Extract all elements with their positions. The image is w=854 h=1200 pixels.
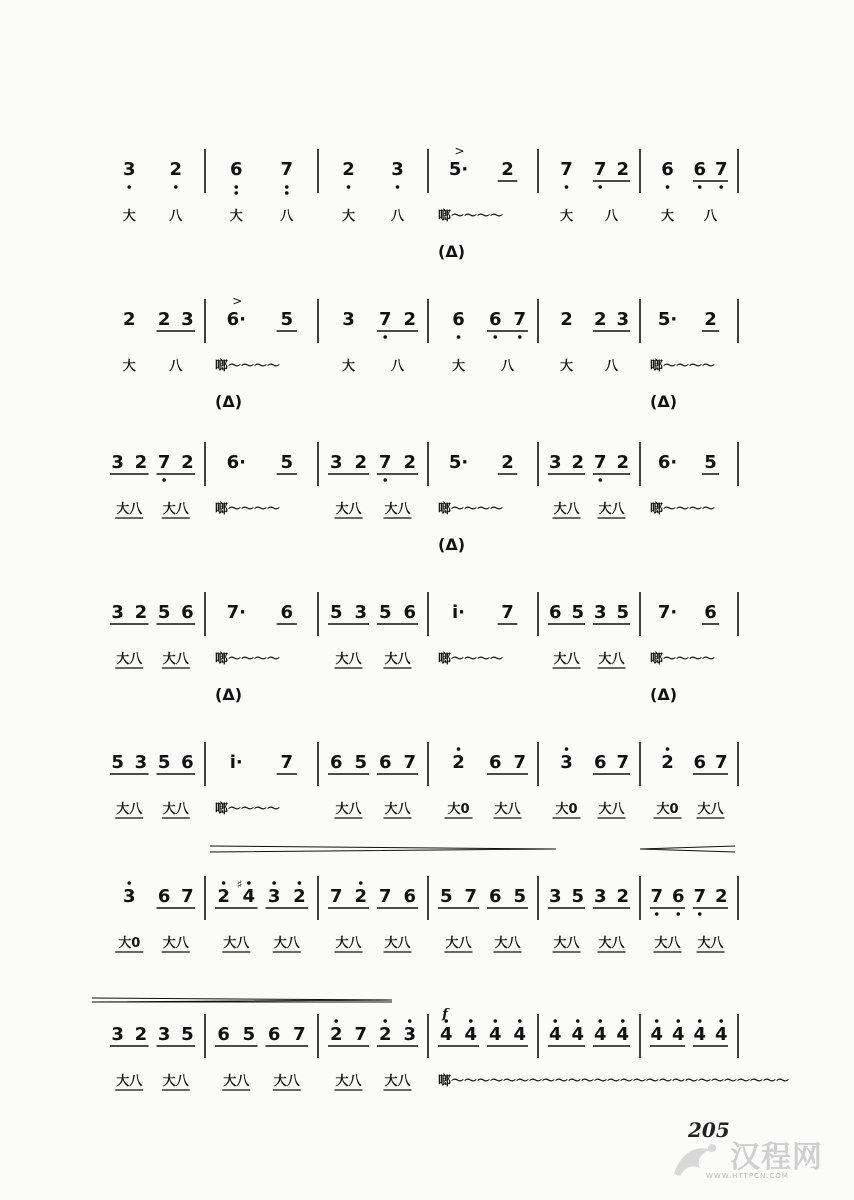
- octave-dot-below: [676, 912, 680, 916]
- octave-dot-below: [655, 912, 659, 916]
- octave-dot-below: [598, 185, 602, 189]
- lyric: 大八: [116, 652, 143, 667]
- note: 7: [650, 886, 664, 907]
- note: 2: [354, 886, 368, 907]
- lyric: 大八: [335, 802, 362, 817]
- note: 7·: [657, 602, 678, 623]
- note: 4: [693, 1024, 707, 1045]
- lyric: 啷～～～～: [438, 502, 504, 517]
- note: 3: [403, 1024, 417, 1045]
- note: 4: [714, 1024, 728, 1045]
- lyric: 大: [122, 359, 136, 374]
- octave-dot-below: [666, 185, 670, 189]
- note: 7: [464, 886, 478, 907]
- octave-dot-above: [676, 1019, 680, 1023]
- note: 2: [122, 309, 136, 330]
- note: 5: [280, 452, 294, 473]
- octave-dot-below: [518, 335, 522, 339]
- octave-dot-below: [719, 185, 723, 189]
- lyric: 啷～～～～: [438, 652, 504, 667]
- delta-mark: (Δ): [438, 242, 466, 261]
- lyric: 大八: [598, 936, 625, 951]
- note: 7: [513, 309, 527, 330]
- note: 7: [293, 1024, 306, 1045]
- lyric: 大八: [162, 502, 189, 517]
- note: 6: [181, 602, 194, 623]
- lyric: 大八: [273, 1074, 300, 1089]
- note: 2: [661, 752, 674, 773]
- note: 5: [280, 309, 294, 330]
- lyric: 八: [390, 359, 405, 374]
- note: 5: [616, 602, 630, 623]
- octave-dot-below: [383, 335, 387, 339]
- note: i·: [451, 602, 466, 623]
- lyric: 大八: [598, 652, 625, 667]
- octave-dot-below: [698, 185, 702, 189]
- octave-dot-above: [666, 747, 670, 751]
- dynamic-forte: f: [442, 1007, 448, 1022]
- note: 4: [242, 886, 256, 907]
- octave-dot-above: [565, 747, 569, 751]
- lyric: 大八: [162, 652, 189, 667]
- note: 2: [501, 159, 514, 180]
- delta-mark: (Δ): [650, 685, 678, 704]
- note: 6: [693, 752, 707, 773]
- note: 4: [488, 1024, 502, 1045]
- note: 4: [671, 1024, 685, 1045]
- lyric: 八: [604, 209, 619, 224]
- note: 2: [403, 309, 417, 330]
- note: 6: [661, 159, 674, 180]
- note: 7: [714, 159, 728, 180]
- note: 5·: [657, 309, 678, 330]
- lyric: 大八: [598, 802, 625, 817]
- lyric: 八: [703, 209, 718, 224]
- note: 2: [714, 886, 728, 907]
- lyric: 大八: [553, 936, 580, 951]
- note: 2: [403, 452, 417, 473]
- note: 6: [267, 1024, 281, 1045]
- lyric: 啷～～～～: [650, 652, 716, 667]
- note: 7: [714, 752, 728, 773]
- note: 7: [616, 752, 630, 773]
- note: 6: [329, 752, 343, 773]
- note: 2: [134, 452, 148, 473]
- note: 7: [403, 752, 417, 773]
- octave-dot-below: [493, 335, 497, 339]
- note: i·: [229, 752, 243, 773]
- lyric: 大: [451, 359, 466, 374]
- octave-dot-below: [347, 185, 351, 189]
- note: 3: [111, 452, 124, 473]
- lyric: 大八: [223, 1074, 250, 1089]
- note: 7: [329, 886, 343, 907]
- octave-dot-above: [408, 1019, 412, 1023]
- octave-dot-below: [698, 912, 702, 916]
- lyric: 大: [341, 209, 356, 224]
- note: 2: [157, 309, 171, 330]
- note: 4: [464, 1024, 478, 1045]
- octave-dot-above: [469, 1019, 473, 1023]
- note: 2: [329, 1024, 343, 1045]
- note: 6: [548, 602, 562, 623]
- octave-dot-above: [383, 1019, 387, 1023]
- note: 6: [452, 309, 465, 330]
- note: 2: [169, 159, 183, 180]
- sharp-mark: ♯: [236, 878, 243, 891]
- octave-dot-above: [272, 881, 276, 885]
- octave-dot-above: [621, 1019, 625, 1023]
- note: 6: [403, 886, 417, 907]
- lyric: 八: [604, 359, 619, 374]
- lyric: 八: [280, 209, 294, 224]
- note: 3: [354, 602, 368, 623]
- note: 4: [571, 1024, 585, 1045]
- octave-dot-above: [598, 1019, 602, 1023]
- lyric: 大0: [656, 802, 679, 817]
- note: 3: [548, 886, 562, 907]
- lyric: 啷～～～～: [215, 359, 281, 374]
- note: 7: [501, 602, 514, 623]
- accent-mark: >: [232, 294, 243, 308]
- note: 4: [650, 1024, 664, 1045]
- accent-mark: >: [454, 144, 465, 158]
- note: 3: [181, 309, 194, 330]
- lyric: 大0: [118, 936, 141, 951]
- octave-dot-above: [359, 881, 363, 885]
- note: 2: [571, 452, 585, 473]
- note: 7: [513, 752, 527, 773]
- decrescendo-hairpin: [640, 846, 735, 852]
- lyric: 大0: [555, 802, 578, 817]
- note: 6: [488, 752, 502, 773]
- note: 5: [571, 602, 585, 623]
- octave-dot-below: [234, 185, 238, 189]
- note: 3: [560, 752, 573, 773]
- lyric: 大0: [447, 802, 470, 817]
- note: 2: [704, 309, 717, 330]
- octave-dot-above: [518, 1019, 522, 1023]
- note: 4: [593, 1024, 607, 1045]
- note: 6·: [226, 452, 246, 473]
- note: 2: [593, 309, 607, 330]
- lyric: 啷～～～～: [650, 502, 716, 517]
- note: 2: [217, 886, 230, 907]
- note: 3: [593, 886, 607, 907]
- note: 2: [560, 309, 573, 330]
- octave-dot-above: [298, 881, 302, 885]
- note: 2: [501, 452, 514, 473]
- lyric: 大八: [335, 652, 362, 667]
- lyric: 大八: [445, 936, 472, 951]
- lyric: 八: [500, 359, 515, 374]
- note: 2: [134, 1024, 148, 1045]
- note: 3: [329, 452, 343, 473]
- lyric: 大八: [654, 936, 681, 951]
- page-number: 205: [688, 1118, 730, 1142]
- note: 6: [280, 602, 294, 623]
- note: 6: [693, 159, 707, 180]
- lyric: 大: [229, 209, 243, 224]
- octave-dot-below: [285, 191, 289, 195]
- lyric: 大八: [384, 802, 411, 817]
- note: 7: [378, 886, 392, 907]
- note: 7: [157, 452, 171, 473]
- lyric: 大八: [162, 1074, 189, 1089]
- lyric: 大八: [116, 502, 143, 517]
- note: 5: [704, 452, 717, 473]
- note: 7: [693, 886, 707, 907]
- note: 6·: [226, 309, 246, 330]
- note: 7·: [226, 602, 246, 623]
- note: 3: [111, 602, 124, 623]
- note: 3: [267, 886, 281, 907]
- lyric: 大八: [697, 802, 724, 817]
- note: 6: [403, 602, 417, 623]
- note: 2: [616, 452, 630, 473]
- note: 3: [593, 602, 607, 623]
- lyric: 大八: [273, 936, 300, 951]
- octave-dot-below: [565, 185, 569, 189]
- octave-dot-below: [383, 478, 387, 482]
- delta-mark: (Δ): [438, 535, 466, 554]
- lyric: 啷～～～～: [215, 652, 281, 667]
- lyric: 大八: [335, 502, 362, 517]
- note: 2: [354, 452, 368, 473]
- note: 5: [329, 602, 343, 623]
- lyric: 大八: [553, 652, 580, 667]
- note: 4: [439, 1024, 453, 1045]
- note: 7: [280, 159, 294, 180]
- octave-dot-above: [493, 1019, 497, 1023]
- note: 7: [378, 309, 392, 330]
- note: 7: [280, 752, 294, 773]
- octave-dot-below: [396, 185, 400, 189]
- lyric: 大八: [384, 1074, 411, 1089]
- note: 3: [342, 309, 355, 330]
- lyric: 大: [559, 209, 574, 224]
- note: 4: [548, 1024, 562, 1045]
- octave-dot-above: [222, 881, 226, 885]
- note: 6: [488, 309, 502, 330]
- note: 5: [378, 602, 392, 623]
- lyric: 大八: [116, 802, 143, 817]
- note: 2: [293, 886, 306, 907]
- delta-mark: (Δ): [215, 392, 243, 411]
- note: 6: [181, 752, 194, 773]
- crescendo-hairpin: [210, 846, 556, 852]
- note: 2: [616, 159, 630, 180]
- octave-dot-below: [127, 185, 131, 189]
- lyric: 啷～～～～: [650, 359, 716, 374]
- octave-dot-below: [234, 191, 238, 195]
- note: 6: [593, 752, 607, 773]
- note: 2: [452, 752, 465, 773]
- note: 3: [111, 1024, 124, 1045]
- note: 5: [181, 1024, 194, 1045]
- note: 4: [513, 1024, 527, 1045]
- note: 3: [391, 159, 404, 180]
- note: 5·: [448, 159, 469, 180]
- lyric: 大八: [384, 652, 411, 667]
- octave-dot-below: [162, 478, 166, 482]
- lyric: 大: [122, 209, 136, 224]
- lyric: 大八: [162, 936, 189, 951]
- lyric: 大八: [494, 936, 521, 951]
- lyric: 大八: [384, 502, 411, 517]
- note: 3: [122, 159, 136, 180]
- lyric: 大八: [162, 802, 189, 817]
- lyric: 大八: [335, 1074, 362, 1089]
- lyric: 大八: [384, 936, 411, 951]
- octave-dot-above: [655, 1019, 659, 1023]
- note: 5: [157, 602, 171, 623]
- note: 3: [134, 752, 148, 773]
- note: 2: [342, 159, 355, 180]
- octave-dot-below: [457, 335, 461, 339]
- note: 7: [354, 1024, 368, 1045]
- decrescendo-hairpin: [92, 998, 392, 1002]
- lyric: 大: [559, 359, 574, 374]
- note: 7: [181, 886, 194, 907]
- note: 3: [122, 886, 136, 907]
- lyric: 啷～～～～: [215, 802, 281, 817]
- note: 6·: [657, 452, 678, 473]
- octave-dot-above: [457, 747, 461, 751]
- lyric: 啷～～～～: [438, 209, 504, 224]
- octave-dot-above: [719, 1019, 723, 1023]
- note: 6: [229, 159, 243, 180]
- note: 5: [439, 886, 453, 907]
- note: 5: [157, 752, 171, 773]
- delta-mark: (Δ): [650, 392, 678, 411]
- note: 5: [111, 752, 124, 773]
- lyric: 大八: [697, 936, 724, 951]
- lyric: 大: [660, 209, 675, 224]
- lyric: 大: [341, 359, 356, 374]
- note: 7: [593, 452, 607, 473]
- note: 2: [134, 602, 148, 623]
- note: 6: [704, 602, 717, 623]
- octave-dot-below: [285, 185, 289, 189]
- octave-dot-above: [698, 1019, 702, 1023]
- octave-dot-above: [553, 1019, 557, 1023]
- note: 2: [616, 886, 630, 907]
- lyric: 啷～～～～: [215, 502, 281, 517]
- lyric: 八: [169, 359, 183, 374]
- octave-dot-above: [247, 881, 251, 885]
- note: 3: [548, 452, 562, 473]
- note: 5: [513, 886, 527, 907]
- note: 2: [181, 452, 194, 473]
- lyric: 大八: [553, 502, 580, 517]
- note: 6: [217, 1024, 230, 1045]
- note: 4: [616, 1024, 630, 1045]
- note: 6: [671, 886, 685, 907]
- octave-dot-above: [127, 881, 131, 885]
- octave-dot-above: [334, 1019, 338, 1023]
- octave-dot-below: [174, 185, 178, 189]
- note: 3: [157, 1024, 171, 1045]
- note: 2: [378, 1024, 392, 1045]
- lyric: 八: [390, 209, 405, 224]
- lyric: 啷～～～～～～～～～～～～～～～～～～～～～～～～～～: [438, 1074, 790, 1089]
- note: 7: [378, 452, 392, 473]
- note: 6: [157, 886, 171, 907]
- lyric: 大八: [335, 936, 362, 951]
- watermark-text: 汉程网: [730, 1140, 823, 1175]
- note: 6: [488, 886, 502, 907]
- lyric: 大八: [116, 1074, 143, 1089]
- note: 7: [560, 159, 573, 180]
- delta-mark: (Δ): [215, 685, 243, 704]
- note: 5: [242, 1024, 256, 1045]
- octave-dot-below: [598, 478, 602, 482]
- watermark-url: WWW.HTTPCN.COM: [706, 1172, 789, 1180]
- note: 5: [571, 886, 585, 907]
- octave-dot-above: [576, 1019, 580, 1023]
- note: 5·: [448, 452, 469, 473]
- lyric: 大八: [223, 936, 250, 951]
- note: 6: [378, 752, 392, 773]
- note: 7: [593, 159, 607, 180]
- lyric: 大八: [598, 502, 625, 517]
- note: 5: [354, 752, 368, 773]
- lyric: 八: [169, 209, 183, 224]
- lyric: 大八: [494, 802, 521, 817]
- note: 3: [616, 309, 630, 330]
